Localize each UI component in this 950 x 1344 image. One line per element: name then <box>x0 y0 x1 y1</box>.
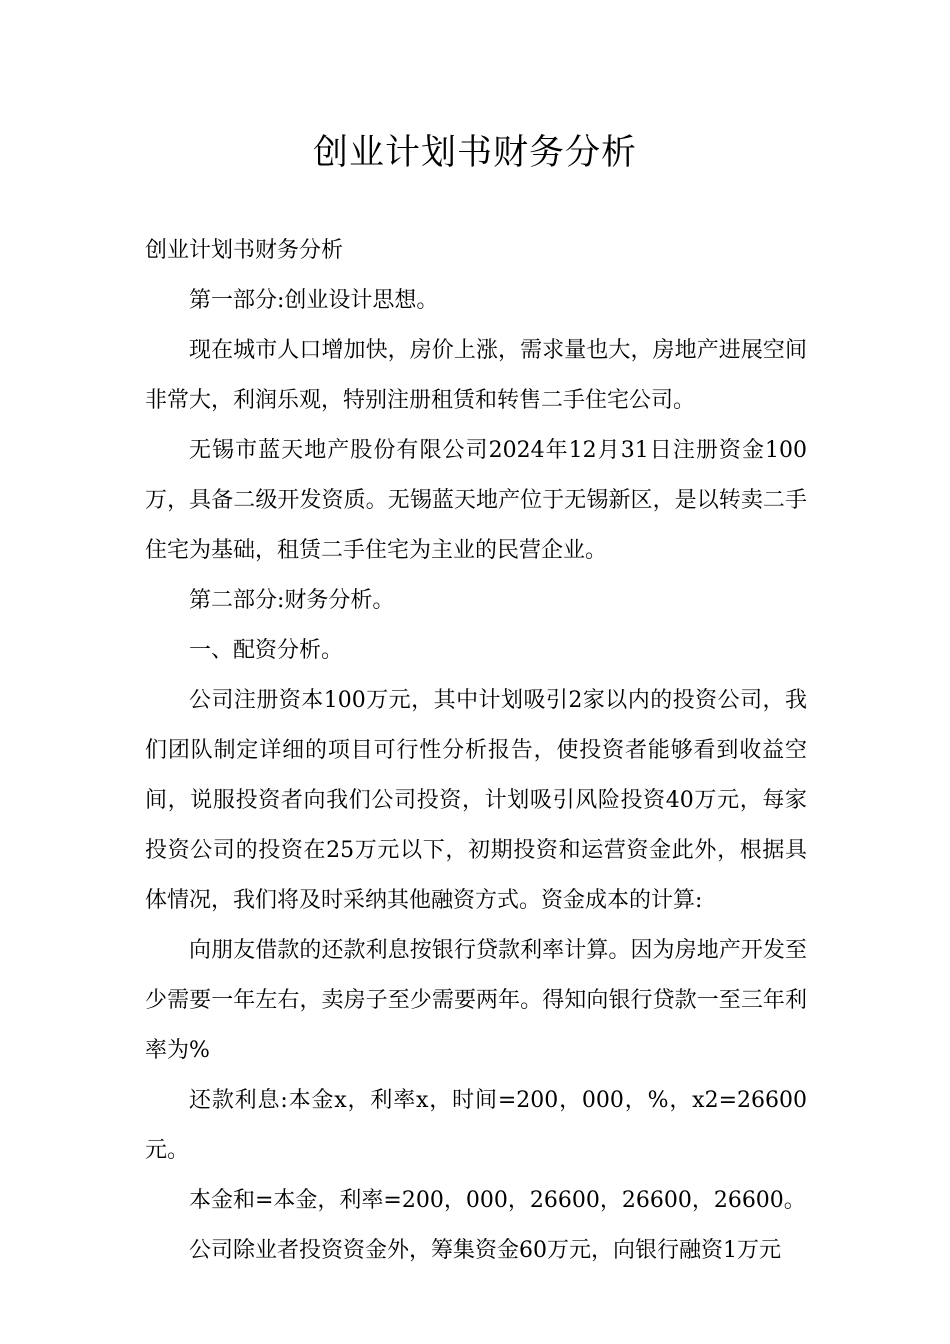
paragraph-principal-formula: 本金和=本金，利率=200，000，26600，26600，26600。 <box>189 1188 806 1213</box>
paragraph-loan-interest: 向朋友借款的还款利息按银行贷款利率计算。因为房地产开发至少需要一年左右，卖房子至少需要两年。得知向银行贷款一至三年利率为% <box>145 938 807 1063</box>
document-title: 创业计划书财务分析 <box>312 133 637 173</box>
paragraph-financing: 公司除业者投资资金外，筹集资金60万元，向银行融资1万元 <box>189 1238 781 1263</box>
paragraph-part-one-heading: 第一部分:创业设计思想。 <box>189 288 439 313</box>
paragraph-interest-formula: 还款利息:本金x，利率x，时间=200，000，%，x2=26600元。 <box>145 1088 807 1163</box>
paragraph-capital-plan: 公司注册资本100万元，其中计划吸引2家以内的投资公司，我们团队制定详细的项目可行性分析报告，使投资者能够看到收益空间，说服投资者向我们公司投资，计划吸引风险投资40万元，每家投资公司的投资在25万元以下，初期投资和运营资金此外，根据具体情况，我们将及时采纳其他融资方式。资金成本的计算: <box>145 688 807 913</box>
paragraph-market-background: 现在城市人口增加快，房价上涨，需求量也大，房地产进展空间非常大，利润乐观，特别注册租赁和转售二手住宅公司。 <box>145 338 807 413</box>
paragraph-subtitle: 创业计划书财务分析 <box>145 238 344 263</box>
paragraph-company-profile: 无锡市蓝天地产股份有限公司2024年12月31日注册资金100万，具备二级开发资质。无锡蓝天地产位于无锡新区，是以转卖二手住宅为基础，租赁二手住宅为主业的民营企业。 <box>145 438 807 563</box>
paragraph-part-two-heading: 第二部分:财务分析。 <box>189 588 395 613</box>
document-body <box>145 226 807 1276</box>
paragraph-section-heading: 一、配资分析。 <box>189 638 344 663</box>
